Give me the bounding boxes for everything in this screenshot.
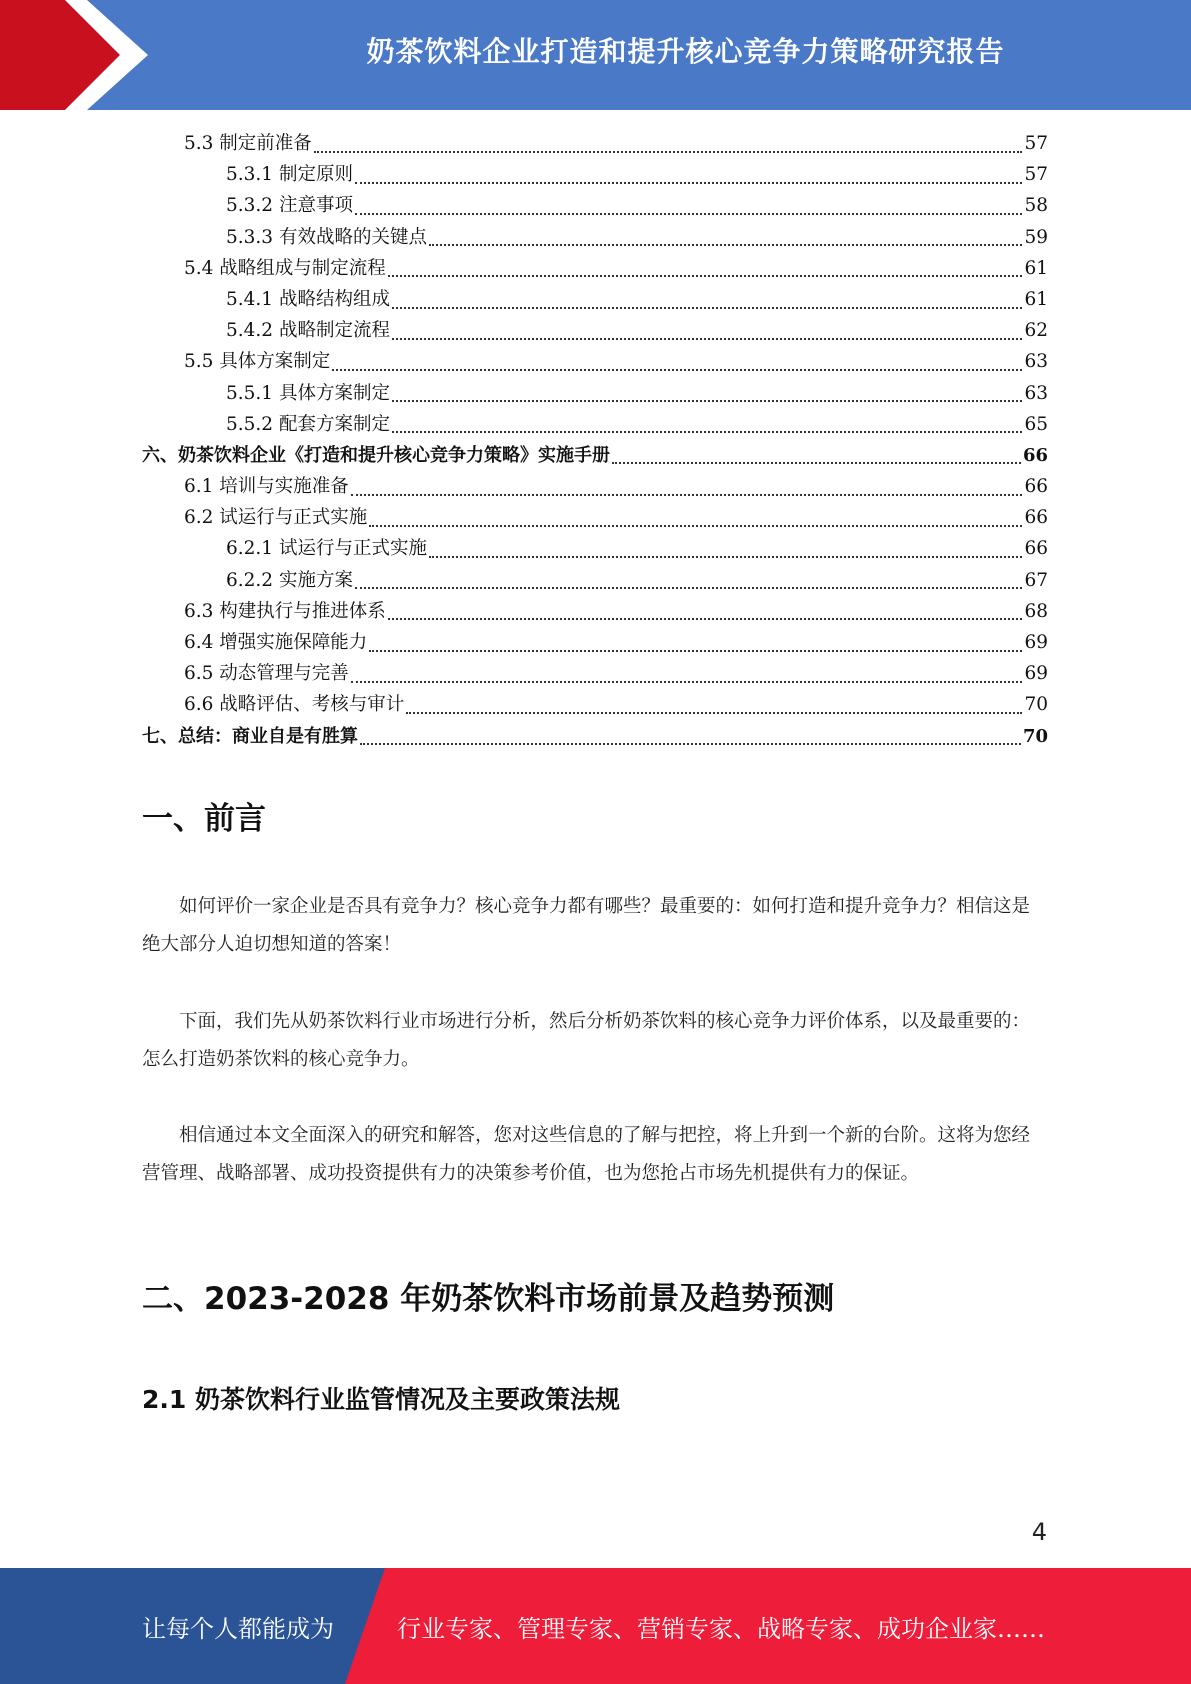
toc-entry[interactable] xyxy=(142,378,1048,409)
toc-entry[interactable] xyxy=(142,409,1048,440)
toc-entry-label: 6.1 培训与实施准备 xyxy=(184,476,349,498)
toc-entry-label: 5.3.2 注意事项 xyxy=(226,195,353,217)
toc-entry[interactable] xyxy=(142,253,1048,284)
toc-entry-label: 5.5.1 具体方案制定 xyxy=(226,382,390,404)
toc-entry-label: 5.4 战略组成与制定流程 xyxy=(184,257,386,279)
toc-entry-page: 61 xyxy=(1024,288,1048,310)
toc-entry-page: 65 xyxy=(1024,413,1048,435)
toc-leader-dots xyxy=(429,556,1022,558)
toc-entry-page: 66 xyxy=(1022,444,1048,466)
toc-leader-dots xyxy=(360,743,1021,745)
toc-entry[interactable] xyxy=(142,565,1048,596)
toc-entry-page: 61 xyxy=(1024,257,1048,279)
toc-entry-label: 6.3 构建执行与推进体系 xyxy=(184,600,386,622)
toc-leader-dots xyxy=(392,338,1022,340)
toc-entry[interactable] xyxy=(142,658,1048,689)
toc-entry[interactable] xyxy=(142,346,1048,377)
report-title: 奶茶饮料企业打造和提升核心竞争力策略研究报告 xyxy=(366,35,1005,68)
toc-entry-page: 70 xyxy=(1022,725,1048,747)
toc-entry-page: 63 xyxy=(1024,351,1048,373)
page-footer xyxy=(0,1568,1191,1684)
toc-entry[interactable] xyxy=(142,471,1048,502)
toc-entry[interactable] xyxy=(142,315,1048,346)
toc-entry-page: 63 xyxy=(1024,382,1048,404)
toc-entry[interactable] xyxy=(142,159,1048,190)
toc-entry-label: 5.3 制定前准备 xyxy=(184,133,312,154)
toc-entry[interactable] xyxy=(142,721,1048,752)
toc-entry-label: 5.3.1 制定原则 xyxy=(226,164,353,186)
toc-leader-dots xyxy=(351,681,1023,683)
footer-slogan-right: 行业专家、管理专家、营销专家、战略专家、成功企业家…… xyxy=(397,1614,1045,1643)
toc-entry-page: 62 xyxy=(1024,320,1048,342)
section-heading-preface: 一、前言 xyxy=(142,801,266,837)
toc-entry-label: 6.2.1 试运行与正式实施 xyxy=(226,538,427,560)
toc-entry-page: 58 xyxy=(1024,195,1048,217)
toc-entry-page: 66 xyxy=(1024,507,1048,529)
toc-entry-label: 5.4.2 战略制定流程 xyxy=(226,320,390,342)
toc-entry-label: 5.3.3 有效战略的关键点 xyxy=(226,226,427,248)
toc-entry-label: 6.4 增强实施保障能力 xyxy=(184,632,368,653)
toc-entry-page: 69 xyxy=(1024,663,1048,685)
toc-leader-dots xyxy=(369,650,1022,652)
toc-entry[interactable] xyxy=(142,284,1048,315)
toc-entry-label: 6.6 战略评估、考核与审计 xyxy=(184,694,405,716)
toc-leader-dots xyxy=(392,431,1022,433)
page-number: 4 xyxy=(1031,1518,1047,1546)
toc-entry[interactable] xyxy=(142,533,1048,564)
table-of-contents xyxy=(142,128,1048,752)
toc-entry-label: 5.5 具体方案制定 xyxy=(184,351,331,373)
toc-entry-label: 6.5 动态管理与完善 xyxy=(184,663,349,685)
toc-entry[interactable] xyxy=(142,222,1048,253)
toc-entry[interactable] xyxy=(142,440,1048,471)
toc-entry-page: 70 xyxy=(1024,694,1048,716)
toc-entry-label: 5.5.2 配套方案制定 xyxy=(226,413,390,435)
toc-leader-dots xyxy=(332,369,1022,371)
toc-entry-page: 67 xyxy=(1024,569,1048,591)
page-header xyxy=(0,0,1191,110)
toc-leader-dots xyxy=(429,244,1022,246)
toc-entry-page: 68 xyxy=(1024,600,1048,622)
toc-entry[interactable] xyxy=(142,190,1048,221)
toc-entry-label: 6.2.2 实施方案 xyxy=(226,569,353,591)
paragraph: 相信通过本文全面深入的研究和解答，您对这些信息的了解与把控，将上升到一个新的台阶。这将为您经营管理、战略部署、成功投资提供有力的决策参考价值，也为您抢占市场先机提供有力的保证。 xyxy=(142,1125,1031,1184)
toc-entry-page: 59 xyxy=(1024,226,1048,248)
toc-leader-dots xyxy=(392,400,1022,402)
header-arrow-icon xyxy=(0,0,160,110)
toc-leader-dots xyxy=(406,712,1022,714)
paragraph: 下面，我们先从奶茶饮料行业市场进行分析，然后分析奶茶饮料的核心竞争力评价体系，以及最重要的：怎么打造奶茶饮料的核心竞争力。 xyxy=(142,1011,1031,1070)
toc-entry[interactable] xyxy=(142,502,1048,533)
toc-entry-label: 六、奶茶饮料企业《打造和提升核心竞争力策略》实施手册 xyxy=(142,444,610,466)
toc-leader-dots xyxy=(612,462,1021,464)
toc-entry[interactable] xyxy=(142,627,1048,658)
paragraph: 如何评价一家企业是否具有竞争力？核心竞争力都有哪些？最重要的：如何打造和提升竞争力？相信这是绝大部分人迫切想知道的答案！ xyxy=(142,896,1031,955)
toc-entry-page: 66 xyxy=(1024,538,1048,560)
toc-entry-page: 57 xyxy=(1024,133,1048,154)
toc-leader-dots xyxy=(351,494,1023,496)
toc-leader-dots xyxy=(369,525,1022,527)
toc-entry-label: 5.4.1 战略结构组成 xyxy=(226,288,390,310)
toc-entry[interactable] xyxy=(142,128,1048,159)
toc-leader-dots xyxy=(388,618,1023,620)
toc-leader-dots xyxy=(355,182,1023,184)
toc-entry-page: 66 xyxy=(1024,476,1048,498)
toc-entry[interactable] xyxy=(142,596,1048,627)
toc-leader-dots xyxy=(388,275,1023,277)
toc-leader-dots xyxy=(392,307,1022,309)
toc-entry-page: 69 xyxy=(1024,632,1048,653)
toc-entry-label: 七、总结：商业自是有胜算 xyxy=(142,725,358,747)
toc-entry[interactable] xyxy=(142,689,1048,720)
section-heading-market-outlook: 二、2023-2028 年奶茶饮料市场前景及趋势预测 xyxy=(142,1281,835,1317)
toc-entry-page: 57 xyxy=(1024,164,1048,186)
footer-slogan-left: 让每个人都能成为 xyxy=(142,1614,334,1643)
toc-entry-label: 6.2 试运行与正式实施 xyxy=(184,507,368,529)
toc-leader-dots xyxy=(355,587,1023,589)
toc-leader-dots xyxy=(314,151,1023,153)
toc-leader-dots xyxy=(355,213,1023,215)
subsection-heading-regulation: 2.1 奶茶饮料行业监管情况及主要政策法规 xyxy=(142,1385,620,1414)
